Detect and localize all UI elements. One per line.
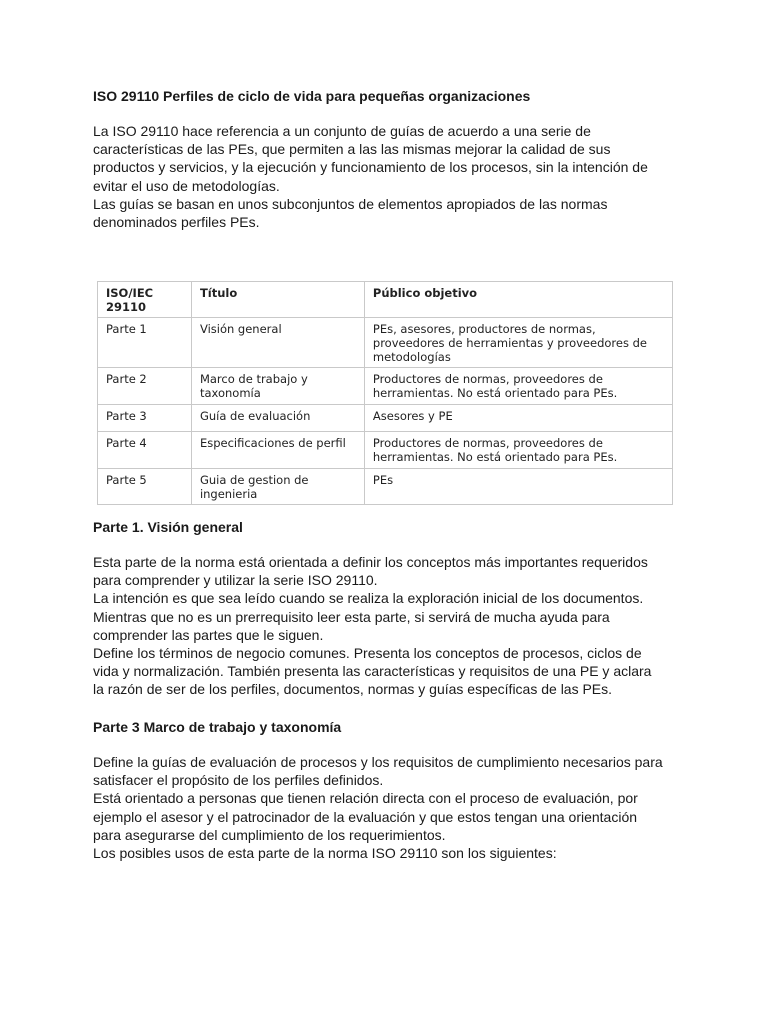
text-line: La intención es que sea leído cuando se realiza la exploración inicial de los documentos. [93, 590, 644, 607]
cell-part: Parte 2 [98, 368, 192, 405]
cell-title: Visión general [191, 318, 364, 368]
table-header-row [98, 282, 673, 318]
text-line: Las guías se basan en unos subconjuntos de elementos apropiados de las normas [93, 195, 608, 212]
text-line: la razón de ser de los perfiles, documentos, normas y guías específicas de las PEs. [93, 681, 613, 698]
intro-paragraph [93, 122, 673, 231]
cell-audience: Productores de normas, proveedores de herramientas. No está orientado para PEs. [364, 368, 672, 405]
cell-part: Parte 4 [98, 432, 192, 469]
column-header-title: Título [191, 282, 364, 318]
cell-title: Guia de gestion de ingenieria [191, 469, 364, 505]
section-heading-part-3: Parte 3 Marco de trabajo y taxonomía [93, 719, 342, 735]
table-row [98, 469, 673, 505]
table-row [98, 405, 673, 432]
cell-part: Parte 1 [98, 318, 192, 368]
section-1-paragraph [93, 553, 673, 699]
text-line: Esta parte de la norma está orientada a definir los conceptos más importantes requeridos [93, 554, 648, 570]
cell-title: Especificaciones de perfil [191, 432, 364, 469]
text-line: ejemplo el asesor y el patrocinador de la evaluación y que estos tengan una orientación [93, 808, 638, 825]
column-header-iso: ISO/IEC 29110 [98, 282, 192, 318]
cell-audience: Asesores y PE [364, 405, 672, 432]
text-line: para comprender y utilizar la serie ISO 29110. [93, 572, 378, 589]
text-line: La ISO 29110 hace referencia a un conjunto de guías de acuerdo a una serie de [93, 123, 591, 139]
text-line: productos y servicios, y la ejecución y funcionamiento de los procesos, sin la intención de [93, 159, 648, 176]
table-row [98, 432, 673, 469]
text-line: evitar el uso de metodologías. [93, 177, 280, 194]
cell-part: Parte 3 [98, 405, 192, 432]
cell-title: Guía de evaluación [191, 405, 364, 432]
iso-parts-table-wrapper [97, 281, 673, 505]
column-header-audience: Público objetivo [364, 282, 672, 318]
table-row [98, 368, 673, 405]
text-line: Los posibles usos de esta parte de la norma ISO 29110 son los siguientes: [93, 845, 557, 862]
text-line: características de las PEs, que permiten a las las mismas mejorar la calidad de sus [93, 141, 611, 158]
text-line: para asegurarse del cumplimiento de los requerimientos. [93, 826, 446, 843]
section-3-paragraph [93, 753, 678, 862]
iso-parts-table [97, 281, 673, 505]
cell-audience: Productores de normas, proveedores de herramientas. No está orientado para PEs. [364, 432, 672, 469]
cell-part: Parte 5 [98, 469, 192, 505]
text-line: denominados perfiles PEs. [93, 214, 260, 231]
cell-title: Marco de trabajo y taxonomía [191, 368, 364, 405]
cell-audience: PEs [364, 469, 672, 505]
text-line: Mientras que no es un prerrequisito leer esta parte, si servirá de mucha ayuda para [93, 608, 610, 625]
table-row [98, 318, 673, 368]
text-line: satisfacer el propósito de los perfiles definidos. [93, 772, 384, 789]
text-line: vida y normalización. También presenta las características y requisitos de una PE y aclara [93, 663, 652, 680]
document-title: ISO 29110 Perfiles de ciclo de vida para pequeñas organizaciones [93, 88, 531, 104]
text-line: comprender las partes que le siguen. [93, 626, 324, 643]
section-heading-part-1: Parte 1. Visión general [93, 519, 243, 535]
text-line: Está orientado a personas que tienen relación directa con el proceso de evaluación, por [93, 790, 638, 807]
text-line: Define la guías de evaluación de procesos y los requisitos de cumplimiento necesarios para [93, 754, 663, 770]
text-line: Define los términos de negocio comunes. Presenta los conceptos de procesos, ciclos de [93, 645, 642, 662]
cell-audience: PEs, asesores, productores de normas, proveedores de herramientas y proveedores de metodologías [364, 318, 672, 368]
